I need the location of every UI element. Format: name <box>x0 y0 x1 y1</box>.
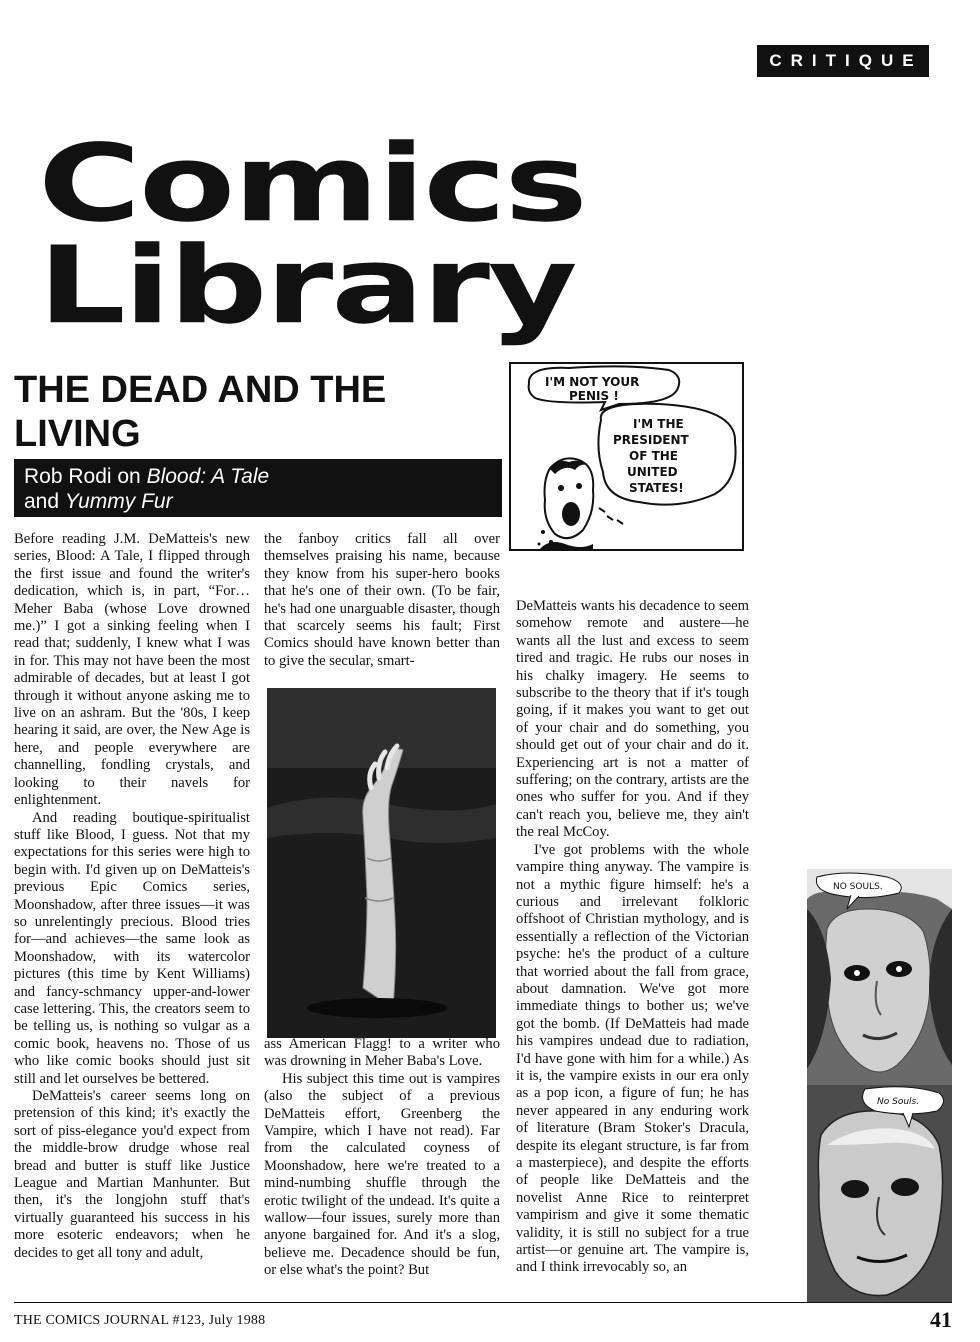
section-tag: CRITIQUE <box>757 45 929 77</box>
balloon-2-line-4: UNITED <box>627 465 678 479</box>
article-column-3 <box>516 598 749 1277</box>
paragraph: ass American Flagg! to a writer who was drowning in Meher Baba's Love. <box>264 1036 500 1070</box>
paragraph: DeMatteis's career seems long on pretension of this kind; it's exactly the sort of piss-elegance you'd expect from the middle-brow drudge whose real bread and butter is stuff like Justice League and Martian Manhunter. But then, it's the longjohn stuff that's virtually guaranteed his success in his more esoteric endeavors; when he decides to get all tony and adult, <box>14 1088 250 1261</box>
paragraph: I've got problems with the whole vampire thing anyway. The vampire is not a mythic figure himself: he's a curious and irrelevant folkloric offshoot of Christian mythology, and is essentially a reflection of the Victorian psyche: he's the product of a culture that worried about the fall from grace, about damnation. We've got more immediate things to bother us; we've got the bomb. (If DeMatteis had made his vampires undead due to radiation, I'd have gone with him for a while.) As it is, the vampire exists in our era only as a pop icon, a figure of fun; he has never appeared in any enduring work of literature (Bram Stoker's Dracula, despite its elegant structure, is far from a masterpiece), and despite the efforts of people like DeMatteis and the novelist Anne Rice to reinterpret vampirism and give it some thematic validity, it is still no subject for a true artist—or genuine art. The vampire is, and I think irrevocably so, an <box>516 841 749 1276</box>
footer-credit: THE COMICS JOURNAL #123, July 1988 <box>14 1313 266 1328</box>
balloon-1-line-2: PENIS ! <box>569 389 619 403</box>
subhead-title-2: Yummy Fur <box>64 490 173 513</box>
footer-rule <box>14 1302 952 1303</box>
paragraph: DeMatteis wants his decadence to seem somehow remote and austere—he wants all the lust and excess to seem tired and tragic. He rubs our noses in his chalky imagery. He seems to subscribe to the theory that if it's tough going, if it makes you want to get out of your chair and do something, you should get out of your chair and do it. Experiencing art is not a matter of suffering; on the contrary, artists are the ones who suffer for you. And if they can't reach you, believe me, they ain't the real McCoy. <box>516 598 749 841</box>
comic-panel-illustration <box>509 362 744 588</box>
subhead-prefix: Rob Rodi on <box>24 465 147 488</box>
balloon-2-line-3: OF THE <box>629 449 679 463</box>
subhead-joiner: and <box>24 490 65 513</box>
caption-no-souls-top: NO SOULS. <box>833 882 883 892</box>
balloon-2-line-1: I'M THE <box>633 417 684 431</box>
article-column-1 <box>14 531 250 1262</box>
article-headline: THE DEAD AND THE LIVING <box>14 369 387 455</box>
man-portrait-art <box>807 1085 952 1303</box>
hand-photo-art <box>267 688 496 1038</box>
logo-text-1: Comics <box>38 120 586 246</box>
paragraph: Before reading J.M. DeMatteis's new series, Blood: A Tale, I flipped through the first issue and found the writer's dedication, which is, in part, “For…Meher Baba (whose Love drowned me.)” I got a sinking feeling when I read that; suddenly, I knew what I was in for. This may not have been the most admirable of decades, but at least I got through it without anyone asking me to live on an ashram. But the '80s, I keep hearing it said, are over, the New Age is here, and people everywhere are channelling, fondling crystals, and looking to their navels for enlightenment. <box>14 531 250 809</box>
article-column-2-bottom <box>264 1036 500 1280</box>
hand-photo-illustration <box>267 688 496 1038</box>
paragraph: His subject this time out is vampires (also the subject of a previous DeMatteis effort, Greenberg the Vampire, which I have not read). Far from the calculated coyness of Moonshadow, here we're treated to a mind-numbing shuffle through the erotic twilight of the undead. It's quite a wallow—four issues, surely more than anyone bargained for. And it's a slog, believe me. Decadence should be fun, or else what's the point? But <box>264 1070 500 1279</box>
article-subhead <box>14 459 502 517</box>
balloon-1-line-1: I'M NOT YOUR <box>545 375 640 389</box>
paragraph: the fanboy critics fall all over themselves praising his name, because they know from his super-hero books that he's one of their own. (To be fair, he's had one unarguable disaster, though that scarcely seems his fault; First Comics should have known better than to give the secular, smart- <box>264 531 500 669</box>
woman-portrait-art <box>807 869 952 1085</box>
logo-line-2 <box>38 222 576 362</box>
man-portrait-illustration <box>807 1085 952 1303</box>
woman-portrait-illustration <box>807 869 952 1085</box>
logo-text-2: Library <box>38 222 576 348</box>
caption-no-souls-bottom: No Souls. <box>877 1097 920 1107</box>
paragraph: And reading boutique-spiritualist stuff like Blood, I guess. Not that my expectations for this series were high to begin with. I'd given up on DeMatteis's previous Epic Comics series, Moonshadow, after three issues—it was so unrelentingly precious. Blood tries for—and achieves—the same look as Moonshadow, with its watercolor pictures (this time by Kent Williams) and fancy-schmancy upper-and-lower case lettering. This, the creators seem to be telling us, is nothing so vulgar as a comic book, heavens no. Those of us who like comic books should just sit still and let ourselves be bettered. <box>14 809 250 1087</box>
subhead-title-1: Blood: A Tale <box>146 465 270 488</box>
comic-panel-art <box>509 362 744 588</box>
article-column-2-top <box>264 531 500 670</box>
balloon-2-line-5: STATES! <box>629 481 684 495</box>
page-number: 41 <box>930 1307 952 1332</box>
balloon-2-line-2: PRESIDENT <box>613 433 689 447</box>
